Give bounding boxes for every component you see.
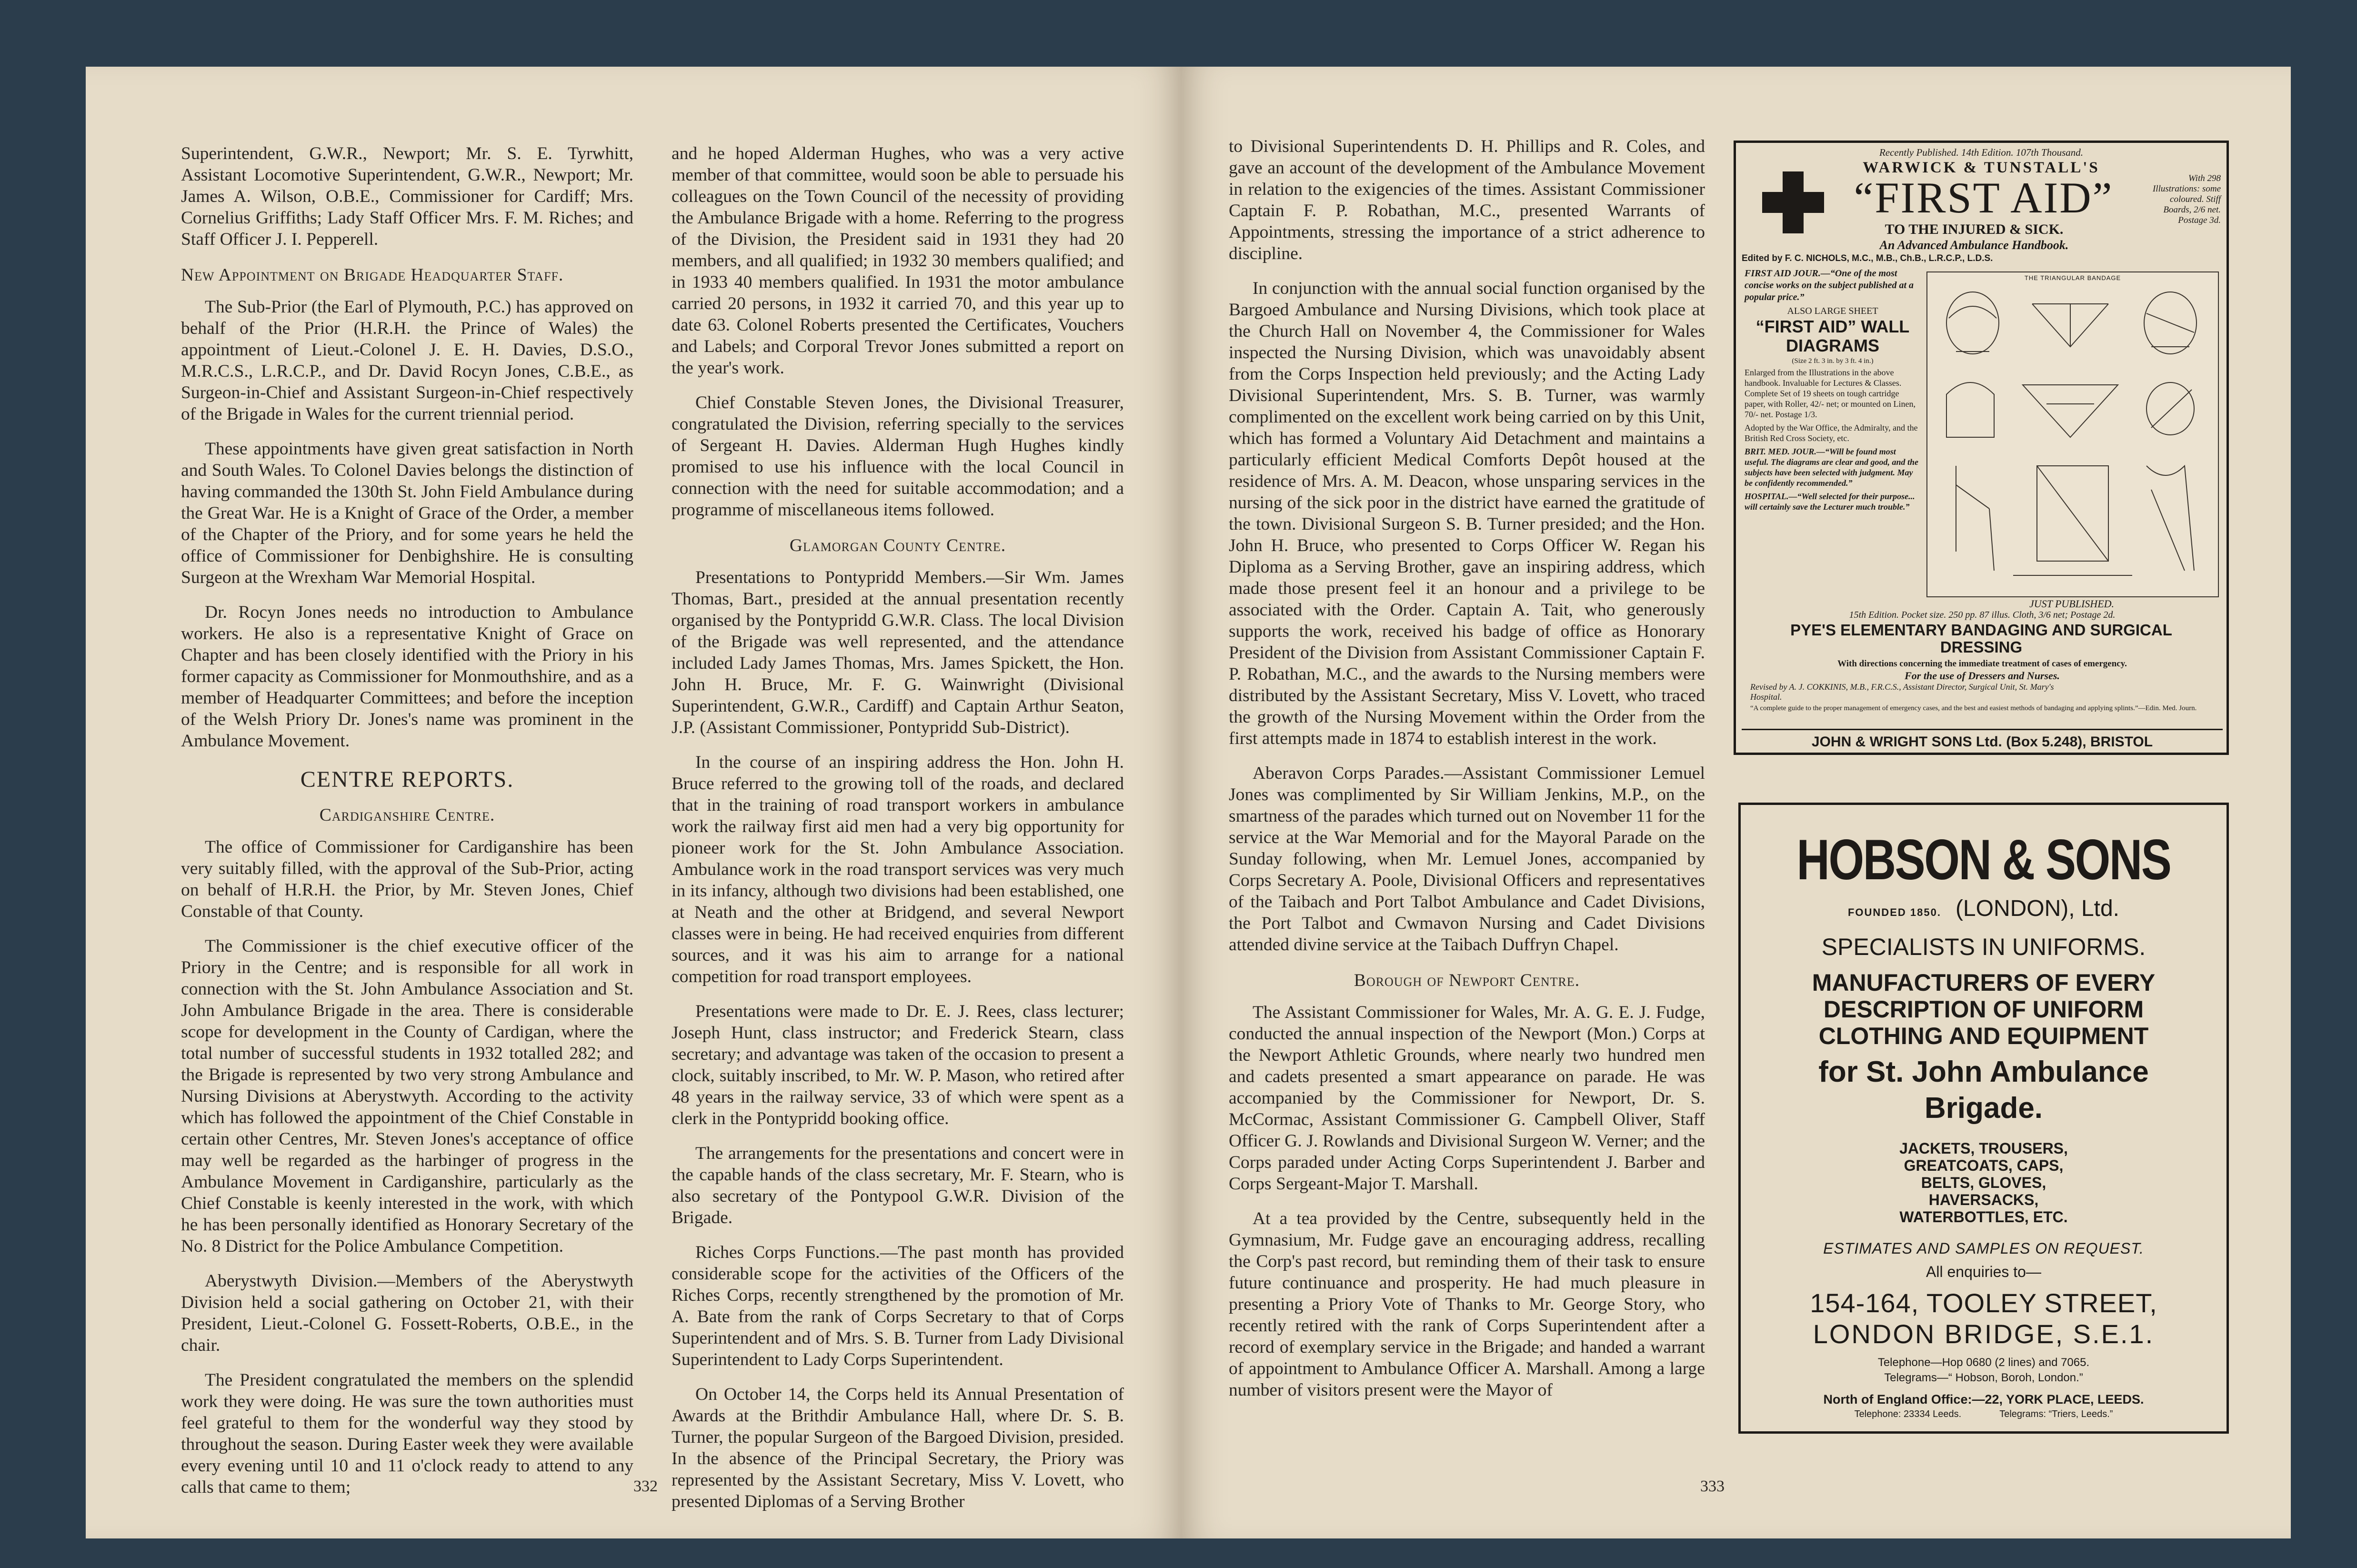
paragraph: Aberystwyth Division.—Members of the Aberystwyth Division held a social gathering on October 21, with their President, Lieut.-Colonel G. Fossett-Roberts, O.B.E., in the chair. <box>181 1271 633 1355</box>
diagram-label: THE TRIANGULAR BANDAGE <box>2024 274 2121 281</box>
paragraph: Presentations were made to Dr. E. J. Rees, class lecturer; Joseph Hunt, class instructor; and Frederick Stearn, class secretary; and advantage was taken of the occasion to present a clock, suitably inscribed, to Mr. W. P. Mason, who retired after 48 years in the railway service, 33 of which were spent as a clerk in the Pontypridd booking office. <box>672 1002 1124 1128</box>
ad-edition2: 15th Edition. Pocket size. 250 pp. 87 illus. Cloth, 3/6 net; Postage 2d. <box>1849 610 2116 620</box>
paragraph: Superintendent, G.W.R., Newport; Mr. S. E. Tyrwhitt, Assistant Locomotive Superintendent, G.W.R., Newport; Mr. James A. Wilson, O.B.E., Commissioner for Cardiff; Mrs. Cornelius Griffiths; Lady Staff Officer Mrs. F. M. Riches; and Staff Officer J. I. Pepperell. <box>181 144 633 249</box>
ad-pye-for: For the use of Dressers and Nurses. <box>1905 670 2060 682</box>
hobson-enquiries: All enquiries to— <box>1926 1263 2041 1280</box>
ad-quote: “A complete guide to the proper management of emergency cases, and the best and easiest methods of bandaging and applying splints.”—Edin. Med. Journ. <box>1750 704 2197 712</box>
paragraph: The Sub-Prior (the Earl of Plymouth, P.C.) has approved on behalf of the Prior (H.R.H. the Prince of Wales) the appointment of Lieut.-Colonel J. E. H. Davies, D.S.O., M.R.C.S., L.R.C.P., and Dr. David Rocyn Jones, C.B.E., as Surgeon-in-Chief and Assistant Surgeon-in-Chief respectively of the Brigade in Wales for the current triennial period. <box>181 297 633 424</box>
hobson-founded-row <box>1741 895 2227 922</box>
paragraph: Riches Corps Functions.—The past month has provided considerable scope for the activities of the Officers of the Riches Corps, recently strengthened by the promotion of Mr. A. Bate from the rank of Corps Secretary to that of Corps Superintendent and of Mrs. S. B. Turner from Lady Divisional Superintendent to Lady Corps Superintendent. <box>672 1243 1124 1369</box>
hobson-telegrams: Telegrams—“ Hobson, Boroh, London.” <box>1884 1371 2083 1384</box>
ad-left-text <box>1745 268 1921 512</box>
section-heading: New Appointment on Brigade Headquarter Staff. <box>181 265 564 285</box>
paragraph: These appointments have given great satisfaction in North and South Wales. To Colonel Davies belongs the distinction of having commanded the 130th St. John Field Ambulance during the Great War. He is a Knight of Grace of the Order, a member of the Chapter of the Priory, and for some years he held the office of Commissioner for Denbighshire. He is consulting Surgeon at the Wrexham War Memorial Hospital. <box>181 439 633 587</box>
ad-tagline: An Advanced Ambulance Handbook. <box>1879 238 2069 252</box>
right-column-1 <box>1229 136 1705 1414</box>
ad-review: FIRST AID JOUR.—“One of the most concise works on the subject published at a popular price.” <box>1745 268 1914 302</box>
hobson-manufacturers: MANUFACTURERS OF EVERY DESCRIPTION OF UNIFORM CLOTHING AND EQUIPMENT <box>1812 969 2156 1049</box>
hobson-advertisement <box>1738 803 2229 1434</box>
ad-adopted: Adopted by the War Office, the Admiralty, and the British Red Cross Society, etc. <box>1745 423 1918 443</box>
paragraph: Presentations to Pontypridd Members.—Sir Wm. James Thomas, Bart., presided at the annual presentation recently organised by the Pontypridd G.W.R. Class. The local Division of the Brigade was well represented, and the attendance included Lady James Thomas, Mrs. James Spickett, the Hon. John H. Bruce, Mr. F. G. Wainwright (Divisional Superintendent, G.W.R., Cardiff) and Captain Arthur Seaton, J.P. (Assistant Commissioner, Pontypridd Sub-District). <box>672 568 1124 737</box>
left-column-2 <box>672 143 1124 1526</box>
ad-revised: Revised by A. J. COKKINIS, M.B., F.R.C.S., Assistant Director, Surgical Unit, St. Mary's Hospital. <box>1750 682 2054 702</box>
ad-publisher: JOHN & WRIGHT SONS Ltd. (Box 5.248), BRISTOL <box>1742 729 2223 750</box>
paragraph: The arrangements for the presentations and concert were in the capable hands of the class secretary, Mr. F. Stearn, who is also secretary of the Pontypool G.W.R. Division of the Brigade. <box>672 1144 1124 1227</box>
section-heading: Glamorgan County Centre. <box>789 536 1006 555</box>
hobson-items: JACKETS, TROUSERS, GREATCOATS, CAPS, BELTS, GLOVES, HAVERSACKS, WATERBOTTLES, ETC. <box>1899 1140 2068 1226</box>
page-number-right: 333 <box>1700 1478 1725 1495</box>
hobson-specialists: SPECIALISTS IN UNIFORMS. <box>1821 934 2146 960</box>
ad-hospital: HOSPITAL.—“Well selected for their purpose... will certainly save the Lecturer much trouble.” <box>1745 492 1915 512</box>
ad-pye-title: PYE'S ELEMENTARY BANDAGING AND SURGICAL DRESSING <box>1790 621 2172 656</box>
paragraph: The Assistant Commissioner for Wales, Mr. A. G. E. J. Fudge, conducted the annual inspection of the Newport (Mon.) Corps at the Newport Athletic Grounds, where nearly two hundred men and cadets presented a smart appearance on parade. He was accompanied by the Commissioner for Newport, Dr. S. McCormac, Assistant Commissioner G. Campbell Oliver, Staff Officer G. J. Rowlands and Divisional Surgeon W. Verner; and the Corps paraded under Acting Corps Superintendent J. Barber and Corps Sergeant-Major T. Marshall. <box>1229 1003 1705 1194</box>
left-column-1 <box>181 143 633 1511</box>
paragraph: The President congratulated the members on the splendid work they were doing. He was sure the town authorities must feel grateful to them for the wonderful way they stood by throughout the season. During Easter week they were available every evening until 10 and 11 o'clock ready to attend to any calls that came to them; <box>181 1370 633 1497</box>
bandage-illustration <box>1927 285 2216 594</box>
section-heading: Borough of Newport Centre. <box>1354 971 1580 990</box>
paragraph: to Divisional Superintendents D. H. Phillips and R. Coles, and gave an account of the development of the Ambulance Movement in relation to the exigencies of the times. Assistant Commissioner Captain F. P. Robathan, M.C., presented Warrants of Appointments, stressing the importance of a strict adherence to discipline. <box>1229 137 1705 263</box>
hobson-london: (LONDON), Ltd. <box>1955 896 2119 921</box>
bandage-diagram-panel <box>1926 271 2219 597</box>
hobson-estimates: ESTIMATES AND SAMPLES ON REQUEST. <box>1823 1240 2144 1257</box>
ad-side-note: With 298 Illustrations: some coloured. Stiff Boards, 2/6 net. Postage 3d. <box>2152 173 2221 225</box>
red-cross-icon <box>1762 171 1824 233</box>
hobson-for: for St. John Ambulance Brigade. <box>1818 1055 2149 1125</box>
hobson-address1: 154-164, TOOLEY STREET, <box>1810 1288 2157 1318</box>
ad-also: ALSO LARGE SHEET <box>1787 306 1878 316</box>
hobson-north-tel: Telephone: 23334 Leeds. <box>1854 1409 1962 1419</box>
ad-subtitle: TO THE INJURED & SICK. <box>1885 221 2064 237</box>
paragraph: Chief Constable Steven Jones, the Divisional Treasurer, congratulated the Division, referring specially to the services of Sergeant H. Davies. Alderman Hugh Hughes kindly promised to use his influence with the local Council in connection with the need for suitable accommodation; and a programme of miscellaneous items followed. <box>672 393 1124 520</box>
section-heading: Cardiganshire Centre. <box>319 805 495 825</box>
ad-top-line: Recently Published. 14th Edition. 107th Thousand. <box>1879 147 2084 158</box>
ad-wall-desc: Enlarged from the Illustrations in the above handbook. Invaluable for Lectures & Classes. Complete Set of 19 sheets on tough cartridge paper, with Roller, 42/- net; or mounted on Linen, 70/- net. Postage 1/3. <box>1745 368 1916 419</box>
paragraph: The office of Commissioner for Cardiganshire has been very suitably filled, with the approval of the Sub-Prior, acting on behalf of H.R.H. the Prior, by Mr. Steven Jones, Chief Constable of that County. <box>181 837 633 921</box>
ad-authors: WARWICK & TUNSTALL'S <box>1863 159 2100 176</box>
hobson-north-contact <box>1741 1409 2227 1420</box>
ad-editor: Edited by F. C. NICHOLS, M.C., M.B., Ch.B., L.R.C.P., L.D.S. <box>1742 253 1993 263</box>
hobson-north-tgm: Telegrams: “Triers, Leeds.” <box>1999 1409 2113 1419</box>
ad-wall-size: (Size 2 ft. 3 in. by 3 ft. 4 in.) <box>1792 357 1874 365</box>
ad-brit-med: BRIT. MED. JOUR.—“Will be found most useful. The diagrams are clear and good, and the subjects have been selected with judgment. May be confidently recommended.” <box>1745 447 1919 488</box>
paragraph: and he hoped Alderman Hughes, who was a very active member of that committee, would soon be able to persuade his colleagues on the Town Council of the necessity of providing the Ambulance Brigade with a home. Referring to the progress of the Division, the President said in 1931 they had 20 members, and all qualified; in 1932 30 members qualified; and in 1933 40 members qualified. In 1931 the motor ambulance carried 20 persons, in 1932 it carried 70, and this year up to date 63. Colonel Roberts presented the Certificates, Vouchers and Labels; and Corporal Trevor Jones submitted a report on the year's work. <box>672 144 1124 378</box>
paragraph: On October 14, the Corps held its Annual Presentation of Awards at the Brithdir Ambulance Hall, where Dr. S. B. Turner, the popular Surgeon of the Bargoed Division, presided. In the absence of the Principal Secretary, the Priory was represented by the Assistant Secretary, Miss V. Lovett, who presented Diplomas of a Serving Brother <box>672 1385 1124 1511</box>
page-number-left: 332 <box>633 1478 658 1495</box>
ad-title: “FIRST AID” <box>1854 173 2114 222</box>
paragraph: At a tea provided by the Centre, subsequently held in the Gymnasium, Mr. Fudge gave an encouraging address, recalling the Corp's past record, but reminding them of their task to ensure future continuance and prosperity. He had much pleasure in presenting a Priory Vote of Thanks to Mr. George Story, who recently retired with the rank of Corps Superintendent after a record of exemplary service in the Brigade; and handed a warrant of appointment to Ambulance Officer A. Marshall. Among a large number of visitors present were the Mayor of <box>1229 1209 1705 1400</box>
paragraph: In the course of an inspiring address the Hon. John H. Bruce referred to the growing toll of the roads, and declared that in the training of road transport workers in ambulance work the railway first aid men had a very big opportunity for pioneer work for the St. John Ambulance Association. Ambulance work in the road transport services was very much in its infancy, although two divisions had been established, one at Neath and the other at Bridgend, and several Newport classes were in being. He had received enquiries from different sources, and it was his aim to arrange for a national competition for road transport employees. <box>672 753 1124 986</box>
ad-just-published: JUST PUBLISHED. <box>2029 598 2115 610</box>
right-page <box>1181 67 2291 1538</box>
hobson-telephone: Telephone—Hop 0680 (2 lines) and 7065. <box>1877 1356 2090 1369</box>
hobson-name: HOBSON & SONS <box>1796 828 2171 892</box>
hobson-north: North of England Office:—22, YORK PLACE, LEEDS. <box>1823 1392 2144 1407</box>
first-aid-advertisement <box>1734 141 2229 755</box>
paragraph: In conjunction with the annual social function organised by the Bargoed Ambulance and Nursing Divisions, which took place at the Church Hall on November 4, the Commissioner for Wales inspected the Nursing Division, which was unavoidably absent from the Corps Inspection held previously; and the Acting Lady Divisional Superintendent, Mrs. S. B. Turner, was warmly complimented on the excellent work being carried on by this Unit, which has formed a Voluntary Aid Detachment and maintains a particularly efficient Medical Comforts Depôt housed at the residence of Mrs. A. M. Deacon, whose unsparing services in the nursing of the sick poor in the district have earned the gratitude of the town. Divisional Surgeon S. B. Turner presided; and the Hon. John H. Bruce, who presented to Corps Officer W. Regan his Diploma as a Serving Brother, gave an inspiring address, which made those present feel it an honour and a privilege to be associated with the Order. Captain A. Tait, who generously supports the work, received his badge of office as Honorary President of the Division from Assistant Commissioner Captain F. P. Robathan, M.C., and the awards to the Nursing members were distributed by the Assistant Secretary, Miss V. Lovett, who traced the growth of the Nursing Movement within the Order from the first attempts made in 1874 to establish interest in the work. <box>1229 279 1705 748</box>
ad-pye-sub: With directions concerning the immediate treatment of cases of emergency. <box>1837 659 2127 669</box>
paragraph: The Commissioner is the chief executive officer of the Priory in the Centre; and is responsible for all work in connection with the St. John Ambulance Association and St. John Ambulance Brigade in the area. There is considerable scope for development in the County of Cardigan, where the total number of successful students in 1932 totalled 282; and the Brigade is represented by two very strong Ambulance and Nursing Divisions at Aberystwyth. According to the activity which has followed the appointment of the Chief Constable in certain other Centres, Mr. Steven Jones's acceptance of office may well be regarded as the harbinger of progress in the Ambulance Movement in Cardiganshire, particularly as the Chief Constable is keenly interested in the work, with which he has been personally identified as Honorary Secretary of the No. 8 District for the Police Ambulance Competition. <box>181 936 633 1256</box>
paragraph: Dr. Rocyn Jones needs no introduction to Ambulance workers. He also is a representative Knight of Grace on Chapter and has been closely identified with the Priory in his former capacity as Commissioner for Monmouthshire, and as a member of Headquarter Committees; and before the inception of the Welsh Priory Dr. Jones's name was prominent in the Ambulance Movement. <box>181 603 633 751</box>
section-heading: CENTRE REPORTS. <box>300 767 514 792</box>
ad-wall-title: “FIRST AID” WALL DIAGRAMS <box>1755 317 1910 355</box>
hobson-founded: FOUNDED 1850. <box>1847 906 1941 918</box>
paragraph: Aberavon Corps Parades.—Assistant Commissioner Lemuel Jones was complimented by Sir William Jenkins, M.P., on the smartness of the parades which turned out on November 11 for the service at the War Memorial and for the Mayoral Parade on the Sunday following, when Mr. Lemuel Jones, accompanied by Corps Secretary A. Poole, Divisional Officers and representatives of the Taibach and Port Talbot Ambulance and Cadet Divisions, the Port Talbot and Cwmavon Nursing and Cadet Divisions attended divine service at the Taibach Duffryn Chapel. <box>1229 764 1705 955</box>
hobson-address2: LONDON BRIDGE, S.E.1. <box>1813 1319 2155 1349</box>
left-page <box>86 67 1181 1538</box>
